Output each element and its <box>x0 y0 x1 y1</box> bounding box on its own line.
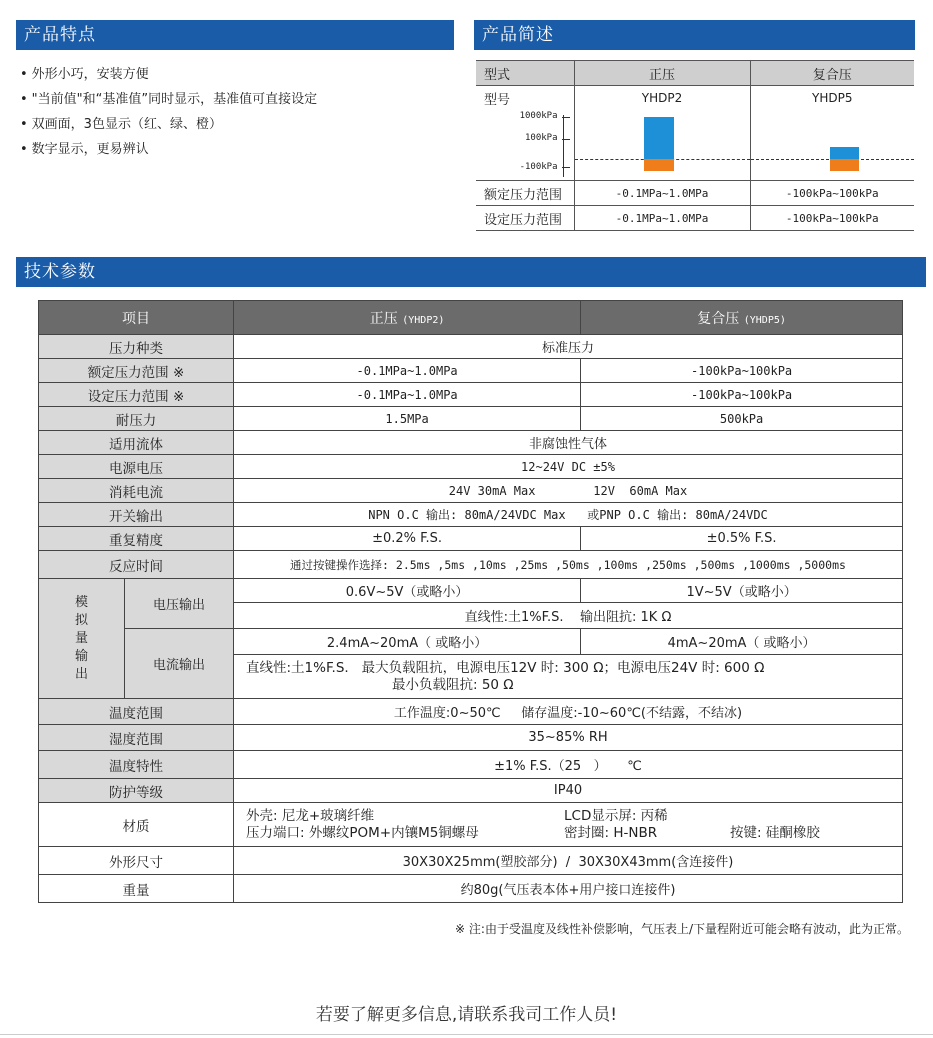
specs-section-header: 技术参数 <box>16 257 926 287</box>
feature-item: • 数字显示，更易辨认 <box>20 137 460 162</box>
summary-set-label: 设定压力范围 <box>476 206 574 231</box>
bar-p2-positive <box>644 117 674 159</box>
features-section-header: 产品特点 <box>16 20 454 50</box>
spec-value-current-p2: 2.4mA~20mA（ 或略小） <box>234 629 581 655</box>
summary-col-compound: 复合压 <box>750 61 914 86</box>
spec-label-setting: 设定压力范围 ※ <box>39 383 234 407</box>
summary-model-p5: YHDP5 <box>812 91 853 106</box>
summary-table <box>476 60 914 231</box>
summary-model-label: 型号 <box>476 86 574 111</box>
summary-col-type: 型式 <box>476 61 574 86</box>
spec-label-rated: 额定压力范围 ※ <box>39 359 234 383</box>
bar-p5-positive <box>830 147 859 159</box>
feature-list <box>20 62 460 162</box>
contact-footer: 若要了解更多信息,请联系我司工作人员! <box>315 1005 618 1025</box>
summary-col-positive: 正压 <box>574 61 750 86</box>
spec-value-temp-range: 工作温度:0~50℃ 储存温度:-10~60℃(不结露，不结冰) <box>234 699 903 725</box>
summary-rated-label: 额定压力范围 <box>476 181 574 206</box>
spec-value-current-p5: 4mA~20mA（ 或略小） <box>581 629 903 655</box>
spec-value-protection: IP40 <box>234 779 903 803</box>
spec-label-current-output: 电流输出 <box>125 629 234 699</box>
spec-label-dimensions: 外形尺寸 <box>39 847 234 875</box>
spec-label-withstand: 耐压力 <box>39 407 234 431</box>
spec-value-voltage-p2: 0.6V~5V（或略小） <box>234 579 581 603</box>
axis-label-neg100kpa: -100kPa <box>519 161 558 172</box>
summary-rated-p2: -0.1MPa~1.0MPa <box>574 181 750 206</box>
spec-value-pressure-type: 标准压力 <box>234 335 903 359</box>
spec-label-temp-char: 温度特性 <box>39 751 234 779</box>
footer-divider <box>0 1034 933 1035</box>
spec-label-consumption: 消耗电流 <box>39 479 234 503</box>
spec-value-weight: 约80g(气压表本体+用户接口连接件) <box>234 875 903 903</box>
spec-value-voltage-common: 直线性:土1%F.S. 输出阻抗: 1K Ω <box>234 603 903 629</box>
summary-rated-p5: -100kPa~100kPa <box>750 181 914 206</box>
feature-item: • 外形小巧，安装方便 <box>20 62 460 87</box>
spec-label-fluid: 适用流体 <box>39 431 234 455</box>
range-chart-p2 <box>574 111 750 181</box>
summary-set-p2: -0.1MPa~1.0MPa <box>574 206 750 231</box>
summary-set-p5: -100kPa~100kPa <box>750 206 914 231</box>
spec-value-response: 通过按键操作选择: 2.5ms ,5ms ,10ms ,25ms ,50ms ,100ms ,250ms ,500ms ,1000ms ,5000ms <box>234 551 903 579</box>
spec-label-protection: 防护等级 <box>39 779 234 803</box>
spec-value-rated-p5: -100kPa~100kPa <box>581 359 903 383</box>
spec-label-weight: 重量 <box>39 875 234 903</box>
range-chart-axis <box>476 111 574 181</box>
axis-label-1000kpa: 1000kPa <box>519 110 558 121</box>
spec-value-current-common: 直线性:土1%F.S. 最大负载阻抗，电源电压12V 时: 300 Ω；电源电压24V 时: 600 Ω 最小负载阻抗: 50 Ω <box>234 655 903 699</box>
spec-value-repeat-p5: ±0.5% F.S. <box>581 527 903 551</box>
spec-value-humidity: 35~85% RH <box>234 725 903 751</box>
spec-value-withstand-p2: 1.5MPa <box>234 407 581 431</box>
spec-value-voltage-p5: 1V~5V（或略小） <box>581 579 903 603</box>
spec-label-analog-output: 模 拟 量 输 出 <box>39 579 125 699</box>
spec-value-switch: NPN O.C 输出: 80mA/24VDC Max 或PNP O.C 输出: 80mA/24VDC <box>234 503 903 527</box>
spec-label-repeat: 重复精度 <box>39 527 234 551</box>
spec-label-material: 材质 <box>39 803 234 847</box>
spec-label-humidity: 湿度范围 <box>39 725 234 751</box>
spec-value-supply: 12~24V DC ±5% <box>234 455 903 479</box>
axis-label-100kpa: 100kPa <box>524 132 558 143</box>
spec-label-switch: 开关输出 <box>39 503 234 527</box>
spec-value-temp-char: ±1% F.S.（25 ） ℃ <box>234 751 903 779</box>
spec-value-dimensions: 30X30X25mm(塑胶部分) / 30X30X43mm(含连接件) <box>234 847 903 875</box>
spec-label-response: 反应时间 <box>39 551 234 579</box>
spec-value-withstand-p5: 500kPa <box>581 407 903 431</box>
spec-note: ※ 注:由于受温度及线性补偿影响，气压表上/下量程附近可能会略有波动，此为正常。 <box>455 922 909 936</box>
spec-value-consumption: 24V 30mA Max 12V 60mA Max <box>234 479 903 503</box>
spec-header-p2: 正压 (YHDP2) <box>234 301 581 335</box>
spec-label-voltage-output: 电压输出 <box>125 579 234 629</box>
spec-value-repeat-p2: ±0.2% F.S. <box>234 527 581 551</box>
spec-label-supply: 电源电压 <box>39 455 234 479</box>
spec-header-item: 项目 <box>39 301 234 335</box>
spec-label-pressure-type: 压力种类 <box>39 335 234 359</box>
feature-item: • 双画面，3色显示（红、绿、橙） <box>20 112 460 137</box>
spec-value-material: 外壳: 尼龙+玻璃纤维 LCD显示屏: 丙稀 压力端口: 外螺纹POM+内镶M5铜螺母 密封圈: H-NBR 按键: 硅酮橡胶 <box>234 803 903 847</box>
spec-value-setting-p2: -0.1MPa~1.0MPa <box>234 383 581 407</box>
summary-model-p2: YHDP2 <box>574 86 750 111</box>
spec-value-setting-p5: -100kPa~100kPa <box>581 383 903 407</box>
feature-item: • "当前值"和“基准值”同时显示，基准值可直接设定 <box>20 87 460 112</box>
spec-value-rated-p2: -0.1MPa~1.0MPa <box>234 359 581 383</box>
description-section-header: 产品简述 <box>474 20 915 50</box>
bar-p2-negative <box>644 159 674 171</box>
spec-value-fluid: 非腐蚀性气体 <box>234 431 903 455</box>
spec-header-p5: 复合压 (YHDP5) <box>581 301 903 335</box>
bar-p5-negative <box>830 159 859 171</box>
range-chart-p5 <box>750 111 914 181</box>
spec-table <box>38 300 903 903</box>
spec-label-temp-range: 温度范围 <box>39 699 234 725</box>
